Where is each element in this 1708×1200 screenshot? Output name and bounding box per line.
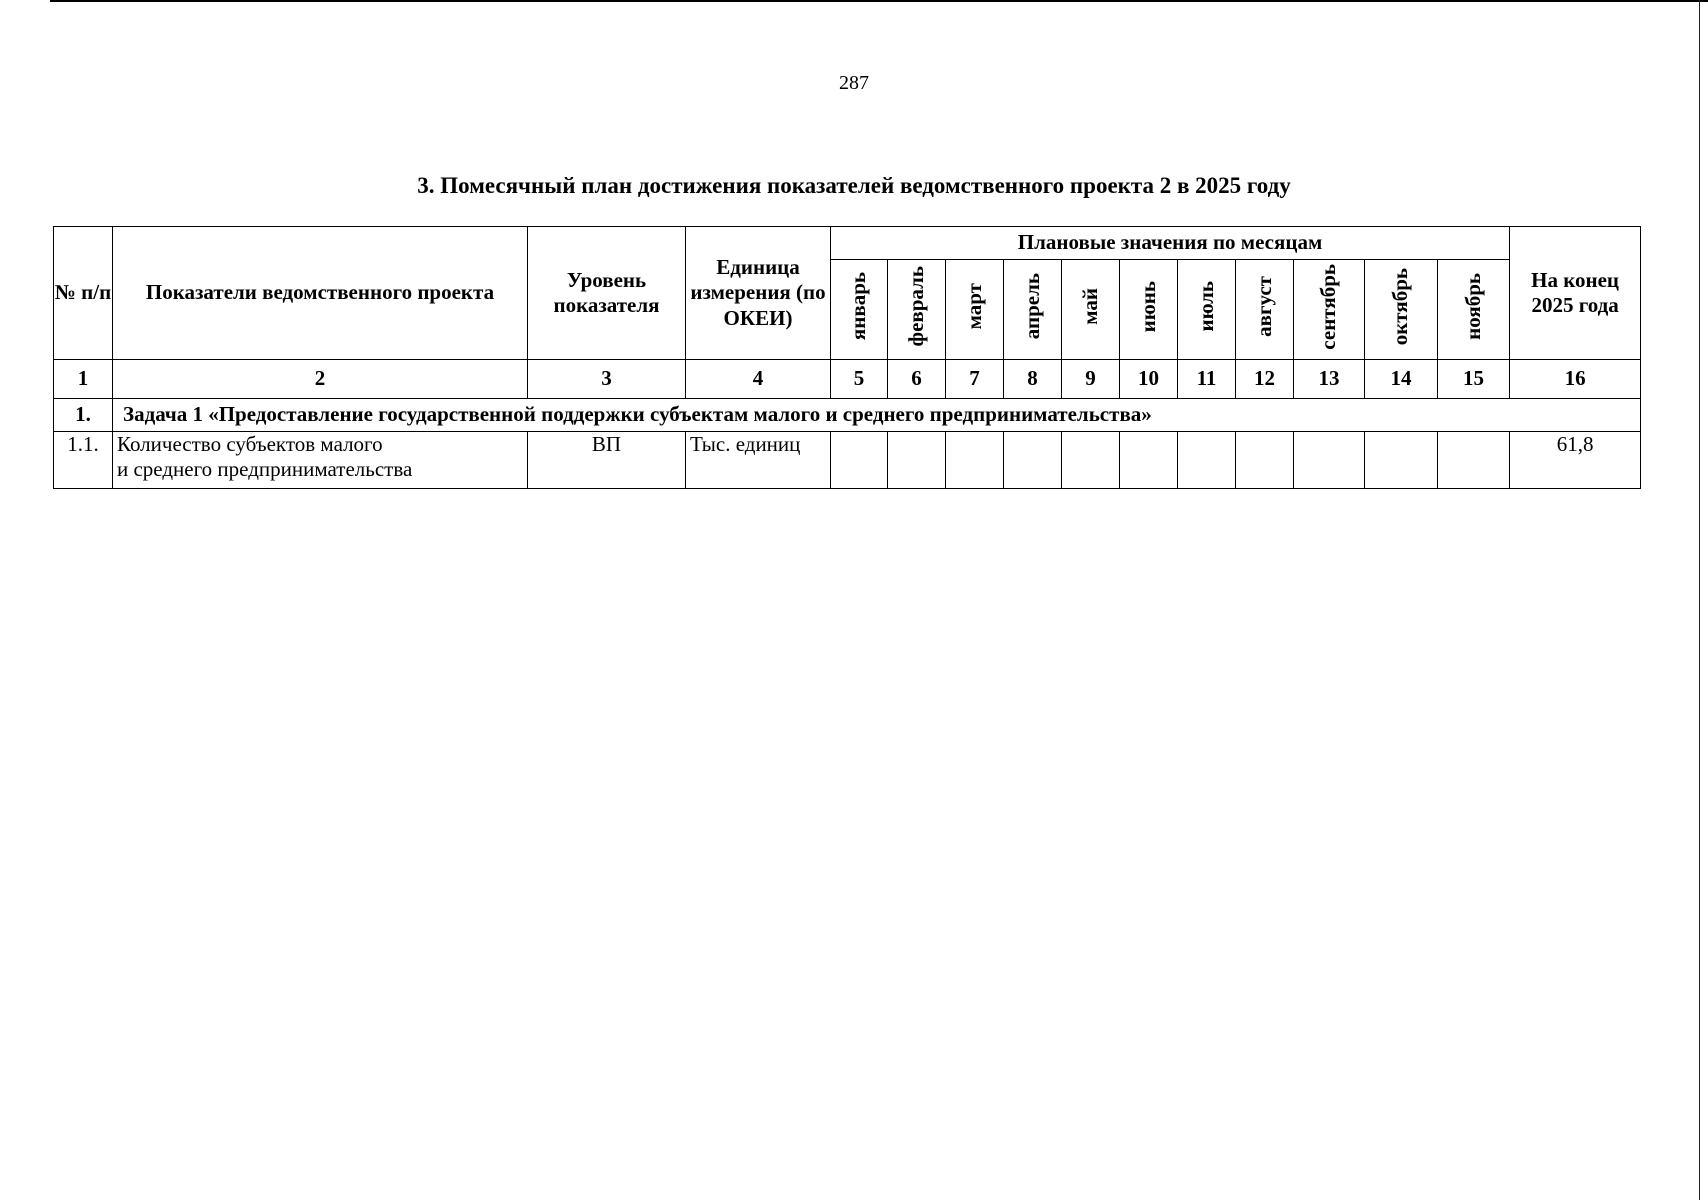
- row-month-jun: [1120, 432, 1178, 489]
- row-month-mar: [946, 432, 1004, 489]
- header-month-jan: январь: [831, 260, 888, 360]
- col-number-12: 12: [1236, 360, 1294, 399]
- row-num: 1.1.: [54, 432, 113, 489]
- page-number: 287: [839, 72, 869, 94]
- col-number-2: 2: [113, 360, 528, 399]
- row-month-apr: [1004, 432, 1062, 489]
- col-number-5: 5: [831, 360, 888, 399]
- task-number: 1.: [54, 399, 113, 432]
- col-number-11: 11: [1178, 360, 1236, 399]
- row-year-end: 61,8: [1510, 432, 1641, 489]
- row-level: ВП: [528, 432, 686, 489]
- col-number-7: 7: [946, 360, 1004, 399]
- header-level: Уровень показателя: [528, 227, 686, 360]
- col-number-9: 9: [1062, 360, 1120, 399]
- header-num: № п/п: [54, 227, 113, 360]
- header-month-oct: октябрь: [1365, 260, 1438, 360]
- row-month-jul: [1178, 432, 1236, 489]
- row-month-sep: [1294, 432, 1365, 489]
- col-number-13: 13: [1294, 360, 1365, 399]
- header-month-may: май: [1062, 260, 1120, 360]
- header-month-feb: февраль: [888, 260, 946, 360]
- row-unit: Тыс. единиц: [686, 432, 831, 489]
- header-month-apr: апрель: [1004, 260, 1062, 360]
- top-border-line: [50, 0, 1708, 2]
- col-number-10: 10: [1120, 360, 1178, 399]
- col-number-15: 15: [1438, 360, 1510, 399]
- col-number-3: 3: [528, 360, 686, 399]
- row-month-aug: [1236, 432, 1294, 489]
- header-month-aug: август: [1236, 260, 1294, 360]
- col-number-4: 4: [686, 360, 831, 399]
- header-month-jul: июль: [1178, 260, 1236, 360]
- monthly-plan-table: [53, 226, 1641, 489]
- header-monthly-group: Плановые значения по месяцам: [831, 227, 1510, 260]
- col-number-1: 1: [54, 360, 113, 399]
- col-number-8: 8: [1004, 360, 1062, 399]
- table-row: [54, 432, 1641, 489]
- task-row: [54, 399, 1641, 432]
- header-month-mar: март: [946, 260, 1004, 360]
- header-unit: Единица измерения (по ОКЕИ): [686, 227, 831, 360]
- row-month-may: [1062, 432, 1120, 489]
- col-number-16: 16: [1510, 360, 1641, 399]
- row-month-feb: [888, 432, 946, 489]
- row-month-nov: [1438, 432, 1510, 489]
- header-indicator: Показатели ведомственного проекта: [113, 227, 528, 360]
- col-number-6: 6: [888, 360, 946, 399]
- row-indicator: Количество субъектов малого и среднего предпринимательства: [113, 432, 528, 489]
- task-text: Задача 1 «Предоставление государственной поддержки субъектам малого и среднего предпринимательства»: [113, 399, 1641, 432]
- col-number-14: 14: [1365, 360, 1438, 399]
- header-year-end: На конец 2025 года: [1510, 227, 1641, 360]
- row-month-jan: [831, 432, 888, 489]
- header-month-sep: сентябрь: [1294, 260, 1365, 360]
- row-month-oct: [1365, 432, 1438, 489]
- header-month-jun: июнь: [1120, 260, 1178, 360]
- page-title: 3. Помесячный план достижения показателей ведомственного проекта 2 в 2025 году: [417, 173, 1291, 198]
- header-month-nov: ноябрь: [1438, 260, 1510, 360]
